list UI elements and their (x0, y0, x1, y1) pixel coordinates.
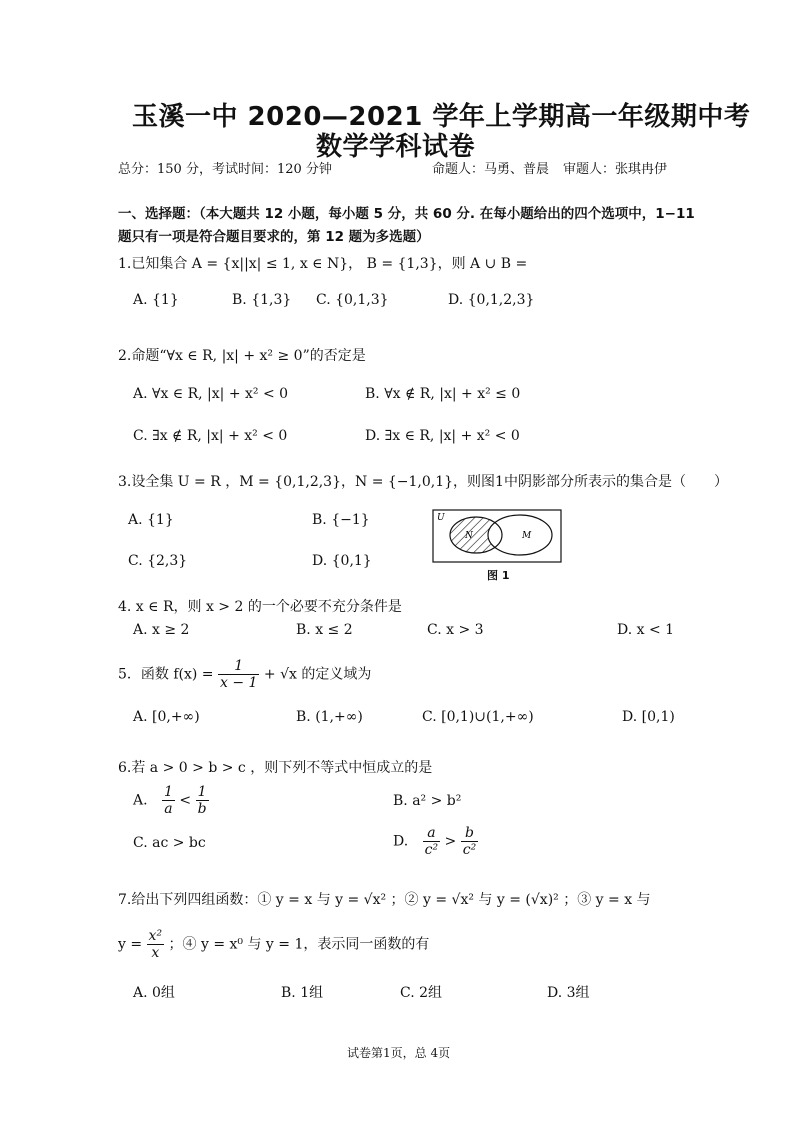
question-2-option-b: B. ∀x ∉ R, |x| + x² ≤ 0 (365, 386, 521, 402)
question-5-stem-suffix: + √x 的定义域为 (263, 666, 372, 683)
question-7-option-b: B. 1组 (281, 985, 324, 1001)
fraction-denominator: x − 1 (220, 675, 258, 691)
question-4-option-d: D. x < 1 (617, 622, 675, 638)
question-1-option-d: D. {0,1,2,3} (448, 292, 535, 308)
fraction-numerator: x² (148, 928, 163, 944)
fraction-numerator: 1 (196, 784, 209, 801)
question-3-option-c: C. {2,3} (128, 553, 188, 569)
question-1-option-b: B. {1,3} (232, 292, 292, 308)
fraction (162, 784, 175, 817)
fraction-numerator: b (461, 825, 478, 842)
fraction-denominator: a (164, 801, 173, 817)
question-5-option-d: D. [0,1) (622, 709, 675, 725)
less-than-sign: < (179, 792, 192, 809)
fraction-denominator: x (151, 945, 160, 961)
fraction-numerator: 1 (218, 658, 259, 675)
authors: 命题人：马勇、普晨 (432, 162, 550, 177)
question-6-stem: 6.若 a > 0 > b > c ，则下列不等式中恒成立的是 (118, 760, 433, 776)
fraction (423, 825, 440, 858)
question-7-option-c: C. 2组 (400, 985, 443, 1001)
exam-title-line1: 玉溪一中 2020—2021 学年上学期高一年级期中考 (132, 102, 751, 132)
question-1-option-a: A. {1} (133, 292, 179, 308)
question-6-option-c: C. ac > bc (133, 835, 206, 851)
question-7-stem-line1: 7.给出下列四组函数：① y = x 与 y = √x² ；② y = √x² 与 y = (√x)² ；③ y = x 与 (118, 892, 651, 908)
question-7-option-a: A. 0组 (133, 985, 175, 1001)
question-3-option-d: D. {0,1} (312, 553, 372, 569)
question-5-fraction (218, 658, 259, 691)
question-1-stem: 1.已知集合 A = {x||x| ≤ 1, x ∈ N}， B = {1,3}，则 A ∪ B = (118, 256, 528, 272)
reviewer: 审题人：张琪冉伊 (563, 162, 668, 177)
exam-title-line2: 数学学科试卷 (316, 132, 476, 162)
question-4-option-c: C. x > 3 (427, 622, 484, 638)
question-7-fraction (147, 928, 165, 961)
question-2-option-a: A. ∀x ∈ R, |x| + x² < 0 (133, 386, 289, 402)
page-footer: 试卷第1页，总 4页 (347, 1046, 451, 1060)
question-7-line2-suffix: ；④ y = x⁰ 与 y = 1，表示同一函数的有 (168, 936, 430, 953)
venn-diagram-figure (432, 509, 562, 563)
question-5-stem (118, 658, 371, 691)
question-2-option-d: D. ∃x ∈ R, |x| + x² < 0 (365, 428, 520, 444)
fraction-numerator: 1 (164, 784, 173, 800)
question-5-option-a: A. [0,+∞) (133, 709, 200, 725)
question-7-line2-prefix: y = (118, 936, 147, 953)
fraction-denominator: b (197, 801, 207, 817)
question-4-option-a: A. x ≥ 2 (133, 622, 190, 638)
question-6-option-a (133, 784, 209, 817)
question-3-option-b: B. {−1} (312, 512, 370, 528)
question-7-option-d: D. 3组 (547, 985, 590, 1001)
option-letter: D. (393, 833, 409, 850)
fraction-denominator: c² (462, 842, 477, 858)
question-4-option-b: B. x ≤ 2 (296, 622, 353, 638)
question-2-option-c: C. ∃x ∉ R, |x| + x² < 0 (133, 428, 288, 444)
fraction (196, 784, 209, 817)
question-7-stem-line2 (118, 928, 429, 961)
question-5-option-b: B. (1,+∞) (296, 709, 363, 725)
venn-label-m: M (522, 531, 532, 541)
question-1-option-c: C. {0,1,3} (316, 292, 389, 308)
score-time: 总分：150 分，考试时间：120 分钟 (118, 162, 332, 177)
venn-label-u: U (437, 513, 445, 523)
fraction (461, 825, 478, 858)
question-3-stem: 3.设全集 U = R ，M = {0,1,2,3}，N = {−1,0,1}，则图1中阴影部分所表示的集合是（ ） (118, 474, 728, 490)
venn-label-n: N (465, 531, 473, 541)
section-heading-line2: 题只有一项是符合题目要求的，第 12 题为多选题） (118, 229, 430, 245)
question-5-stem-prefix: 5．函数 f(x) = (118, 666, 218, 683)
question-2-stem: 2.命题“∀x ∈ R, |x| + x² ≥ 0”的否定是 (118, 348, 366, 364)
fraction-numerator: a (423, 825, 440, 842)
question-6-option-b: B. a² > b² (393, 793, 462, 809)
figure-caption: 图 1 (487, 569, 510, 582)
question-6-option-d (393, 825, 478, 858)
question-4-stem: 4. x ∈ R，则 x > 2 的一个必要不充分条件是 (118, 599, 402, 615)
question-5-option-c: C. [0,1)∪(1,+∞) (422, 709, 534, 725)
greater-than-sign: > (444, 833, 457, 850)
option-letter: A. (133, 792, 148, 809)
fraction-denominator: c² (424, 842, 439, 858)
question-3-option-a: A. {1} (128, 512, 174, 528)
section-heading-line1: 一、选择题：（本大题共 12 小题，每小题 5 分，共 60 分. 在每小题给出的四个选项中，1−11 (118, 206, 695, 222)
